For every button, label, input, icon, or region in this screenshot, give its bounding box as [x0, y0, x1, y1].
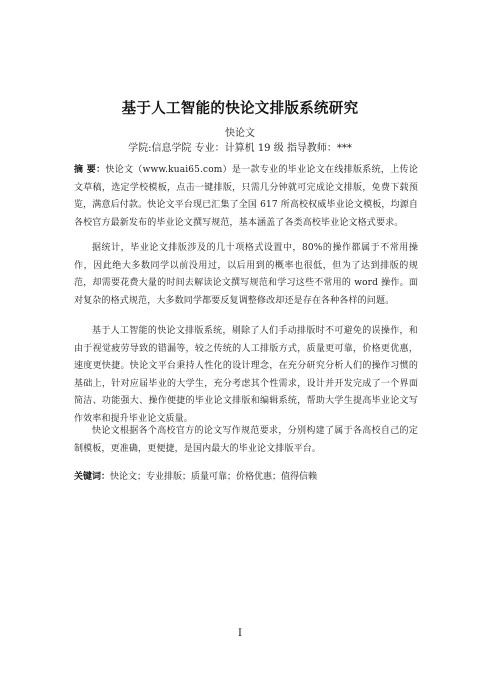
- paper-title: 基于人工智能的快论文排版系统研究: [121, 101, 359, 117]
- abstract-text: 快论文（www.kuai65.com）是一款专业的毕业论文在线排版系统，上传论文草稿，选定学校模板，点击一键排版，只需几分钟就可完成论文排版，免费下载预览，满意后付款。快论文平台现已汇集了全国 617 所高校权威毕业论文模板，均源自各校官方最新发布的毕业论文撰写规范，基本涵盖了各类高校毕业论文格式要求。: [74, 165, 419, 228]
- keywords-text: 快论文；专业排版；质量可靠；价格优惠；值得信赖: [110, 472, 318, 482]
- author-affiliation: 学院:信息学院 专业：计算机 19 级 指导教师：***: [128, 143, 352, 154]
- abstract-label: 摘 要：: [74, 165, 106, 175]
- keywords-line: [74, 469, 418, 485]
- body-paragraph-1: 据统计，毕业论文排版涉及的几十项格式设置中，80%的操作都属于不常用操作，因此绝大多数同学以前没用过，以后用到的概率也很低，但为了达到排版的规范，却需要花费大量的时间去解读论文撰写规范和学习这些不常用的 word 操作。面对复杂的格式规范，大多数同学都要反复调整修改却还是存在各种各样的问题。: [74, 243, 418, 306]
- keywords-label: 关键词：: [74, 472, 111, 482]
- body-paragraph-2: 基于人工智能的快论文排版系统，剔除了人们手动排版时不可避免的误操作，和由于视觉疲劳导致的错漏等，较之传统的人工排版方式，质量更可靠，价格更优惠，速度更快捷。快论文平台秉持人性化的设计理念，在充分研究分析人们的操作习惯的基础上，针对应届毕业的大学生，充分考虑其个性需求，设计并开发完成了一个界面简洁、功能强大、操作便捷的毕业论文排版和编辑系统，帮助大学生提高毕业论文写作效率和提升毕业论文质量。: [74, 326, 418, 424]
- author-name: 快论文: [225, 128, 255, 139]
- page-number: I: [238, 628, 242, 639]
- abstract-paragraph: [74, 162, 418, 232]
- body-paragraph-3: 快论文根据各个高校官方的论文写作规范要求，分别构建了属于各高校自己的定制模板，更准确，更便捷，是国内最大的毕业论文排版平台。: [74, 426, 418, 454]
